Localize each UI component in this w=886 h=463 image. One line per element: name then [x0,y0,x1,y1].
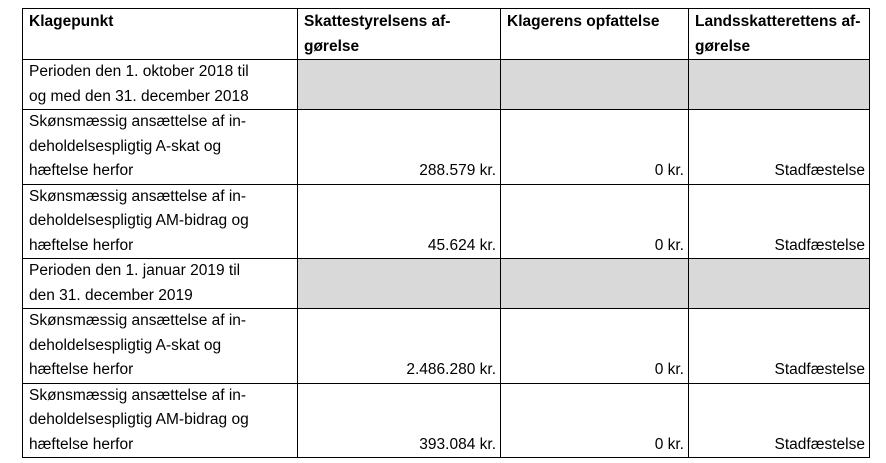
klagepunkt-cell [23,184,298,259]
period-blank-cell [298,60,501,110]
klagepunkt-table [22,8,870,458]
header-skattestyrelsen-line2: gørelse [304,37,360,55]
landsskatteretten-decision: Stadfæstelse [689,110,870,185]
period-label-line2: den 31. december 2019 [29,286,193,304]
klagepunkt-line1: Skønsmæssig ansættelse af in- [29,113,247,130]
klagepunkt-line2: deholdelsespligtig AM-bidrag og [29,212,249,229]
landsskatteretten-decision: Stadfæstelse [689,309,870,384]
period-label-line2: og med den 31. december 2018 [29,87,249,105]
period-label [23,259,298,309]
skattestyrelsen-amount: 288.579 kr. [298,110,501,185]
klagepunkt-line3: hæftelse herfor [29,435,134,453]
klager-amount: 0 kr. [501,110,689,185]
period-label [23,60,298,110]
klagepunkt-line2: deholdelsespligtig A-skat og [29,137,222,155]
klager-amount: 0 kr. [501,383,689,458]
klagepunkt-line3: hæftelse herfor [29,361,134,378]
period-blank-cell [501,259,689,309]
header-klagepunkt-label: Klagepunkt [29,13,114,30]
table-row [23,309,870,384]
period-label-line1: Perioden den 1. januar 2019 til [29,262,241,279]
period-blank-cell [689,259,870,309]
table-row [23,184,870,259]
period-row [23,259,870,309]
landsskatteretten-decision: Stadfæstelse [689,184,870,259]
klagepunkt-cell [23,110,298,185]
header-skattestyrelsen [298,9,501,60]
skattestyrelsen-amount: 2.486.280 kr. [298,309,501,384]
table-header-row [23,9,870,60]
skattestyrelsen-amount: 393.084 kr. [298,383,501,458]
period-row [23,60,870,110]
table-row [23,110,870,185]
klagepunkt-line1: Skønsmæssig ansættelse af in- [29,386,247,404]
header-klagepunkt [23,9,298,60]
header-klager-label: Klagerens opfattelse [507,13,660,30]
klager-amount: 0 kr. [501,309,689,384]
klagepunkt-line2: deholdelsespligtig AM-bidrag og [29,411,249,428]
header-skattestyrelsen-line1: Skattestyrelsens af- [304,13,451,30]
period-blank-cell [501,60,689,110]
period-blank-cell [689,60,870,110]
header-landsskatteretten-line1: Landsskatterettens af- [695,13,861,30]
klagepunkt-line1: Skønsmæssig ansættelse af in- [29,187,247,205]
klager-amount: 0 kr. [501,184,689,259]
klagepunkt-line3: hæftelse herfor [29,236,134,254]
landsskatteretten-decision: Stadfæstelse [689,383,870,458]
period-label-line1: Perioden den 1. oktober 2018 til [29,63,249,80]
skattestyrelsen-amount: 45.624 kr. [298,184,501,259]
klagepunkt-cell [23,383,298,458]
header-landsskatteretten [689,9,870,60]
header-landsskatteretten-line2: gørelse [695,37,751,55]
klagepunkt-line2: deholdelsespligtig A-skat og [29,336,222,354]
period-blank-cell [298,259,501,309]
table-row [23,383,870,458]
header-klager [501,9,689,60]
klagepunkt-line1: Skønsmæssig ansættelse af in- [29,312,247,329]
klagepunkt-line3: hæftelse herfor [29,162,134,179]
klagepunkt-cell [23,309,298,384]
